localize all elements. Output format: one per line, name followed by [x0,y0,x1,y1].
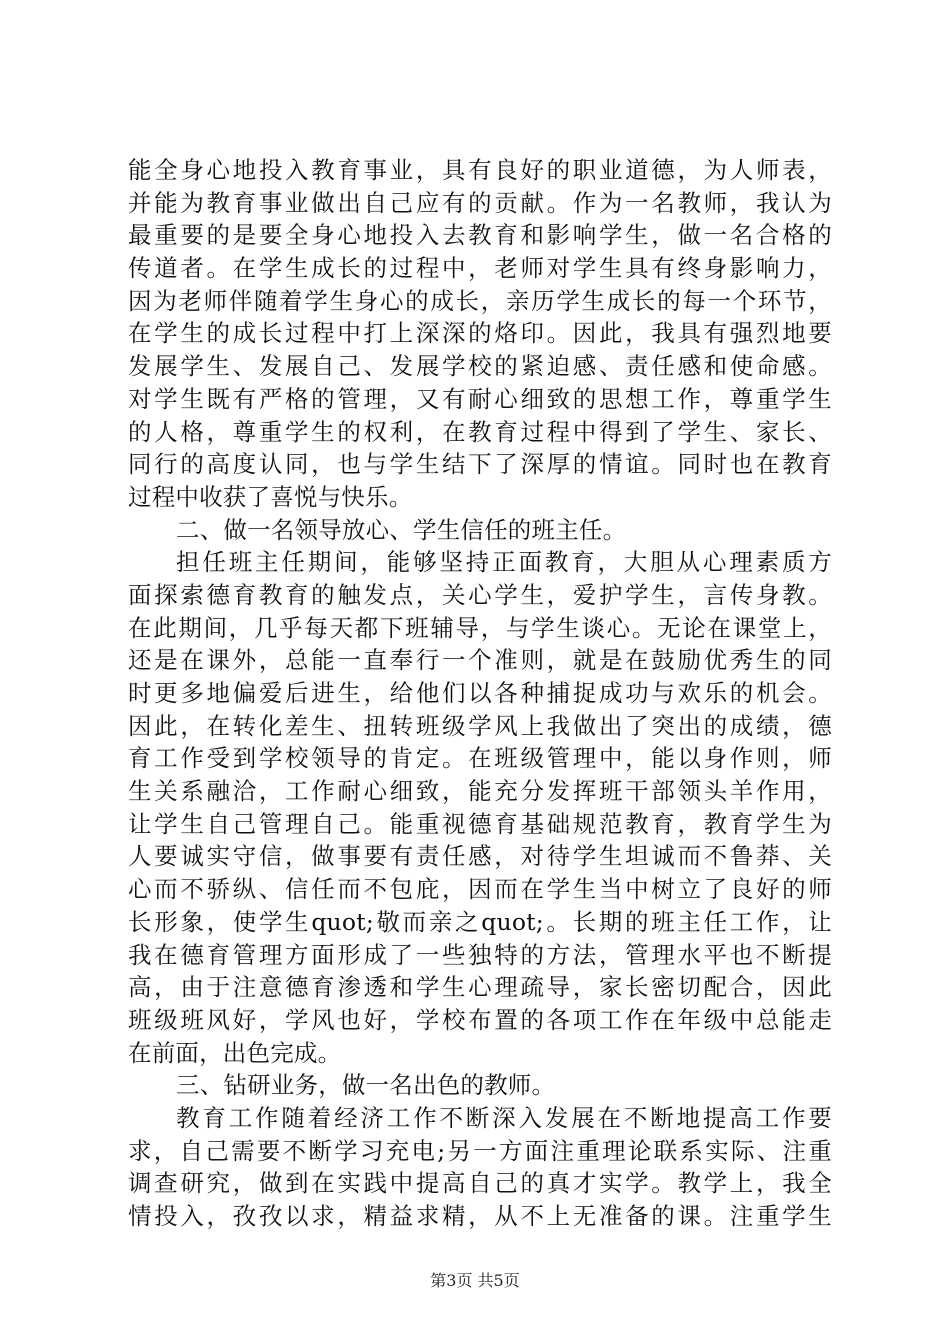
text-line: 求，自己需要不断学习充电;另一方面注重理论联系实际、注重 [128,1136,832,1165]
text-line: 生关系融洽，工作耐心细致，能充分发挥班干部领头羊作用， [128,777,832,806]
text-line: 班级班风好，学风也好，学校布置的各项工作在年级中总能走 [128,1005,832,1034]
text-line: 长形象，使学生quot;敬而亲之quot;。长期的班主任工作，让 [128,907,832,936]
text-line: 在前面，出色完成。 [128,1038,342,1067]
section-heading: 三、钻研业务，做一名出色的教师。 [176,1071,556,1100]
text-line: 在学生的成长过程中打上深深的烙印。因此，我具有强烈地要 [128,319,832,348]
text-line: 的人格，尊重学生的权利，在教育过程中得到了学生、家长、 [128,417,832,446]
text-line: 担任班主任期间，能够坚持正面教育，大胆从心理素质方 [176,548,832,577]
text-line: 能全身心地投入教育事业，具有良好的职业道德，为人师表， [128,156,832,184]
text-line: 时更多地偏爱后进生，给他们以各种捕捉成功与欢乐的机会。 [128,679,832,707]
text-line: 还是在课外，总能一直奉行一个准则，就是在鼓励优秀生的同 [128,646,832,675]
text-line: 让学生自己管理自己。能重视德育基础规范教育，教育学生为 [128,809,832,838]
text-line: 并能为教育事业做出自己应有的贡献。作为一名教师，我认为 [128,188,832,217]
text-line: 调查研究，做到在实践中提高自己的真才实学。教学上，我全 [128,1169,832,1198]
text-line: 因为老师伴随着学生身心的成长，亲历学生成长的每一个环节， [128,286,832,315]
text-line: 对学生既有严格的管理，又有耐心细致的思想工作，尊重学生 [128,384,832,413]
page-footer [0,1268,950,1291]
text-line: 教育工作随着经济工作不断深入发展在不断地提高工作要 [176,1103,832,1132]
text-line: 心而不骄纵、信任而不包庇，因而在学生当中树立了良好的师 [128,875,832,904]
section-heading: 二、做一名领导放心、学生信任的班主任。 [176,515,627,544]
text-line: 育工作受到学校领导的肯定。在班级管理中，能以身作则，师 [128,744,832,773]
text-line: 同行的高度认同，也与学生结下了深厚的情谊。同时也在教育 [128,450,832,479]
text-line: 因此，在转化差生、扭转班级学风上我做出了突出的成绩，德 [128,711,832,740]
text-line: 人要诚实守信，做事要有责任感，对待学生坦诚而不鲁莽、关 [128,842,832,871]
text-line: 发展学生、发展自己、发展学校的紧迫感、责任感和使命感。 [128,352,832,381]
text-line: 高，由于注意德育渗透和学生心理疏导，家长密切配合，因此 [128,973,832,1002]
text-line: 情投入，孜孜以求，精益求精，从不上无准备的课。注重学生 [128,1202,832,1230]
body-text [128,154,832,1233]
text-line: 最重要的是要全身心地投入去教育和影响学生，做一名合格的 [128,221,832,250]
text-line: 在此期间，几乎每天都下班辅导，与学生谈心。无论在课堂上， [128,613,832,642]
text-line: 过程中收获了喜悦与快乐。 [128,482,413,511]
text-line: 传道者。在学生成长的过程中，老师对学生具有终身影响力， [128,254,832,283]
page-number: 第3页 共5页 [430,1271,520,1290]
text-line: 面探索德育教育的触发点，关心学生，爱护学生，言传身教。 [128,580,832,609]
text-line: 我在德育管理方面形成了一些独特的方法，管理水平也不断提 [128,940,832,969]
